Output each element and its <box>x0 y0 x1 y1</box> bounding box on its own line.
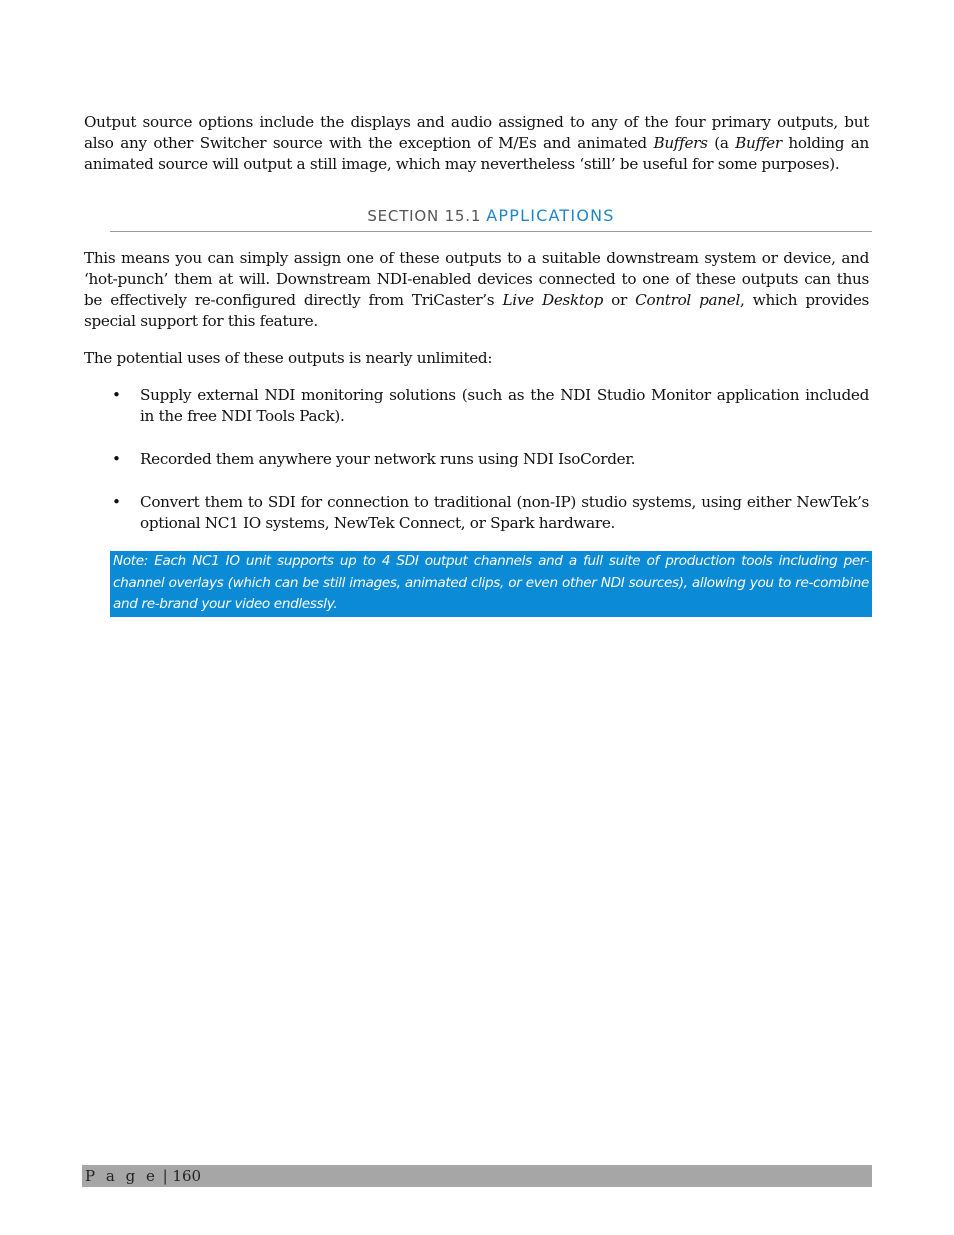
footer-separator: | <box>157 1167 173 1185</box>
applications-paragraph <box>84 248 869 332</box>
uses-intro-paragraph: The potential uses of these outputs is nearly unlimited: <box>84 349 493 367</box>
intro-paragraph <box>84 112 869 175</box>
intro-text-1: Output source options include the displays and audio assigned to any of the four primary outputs, but also any other Switcher source with the exception of M/Es and animated <box>84 113 869 152</box>
page-footer <box>82 1165 872 1187</box>
bullet-icon: • <box>112 493 121 511</box>
applications-emphasis-control-panel: Control panel <box>635 291 741 309</box>
section-heading <box>110 206 872 232</box>
intro-emphasis-buffer: Buffer <box>735 134 782 152</box>
list-item <box>84 385 869 427</box>
list-item-text: Convert them to SDI for connection to traditional (non-IP) studio systems, using either NewTek’s optional NC1 IO systems, NewTek Connect, or Spark hardware. <box>140 493 869 532</box>
applications-text-2: or <box>603 291 636 309</box>
footer-page-label: P a g e <box>85 1167 158 1185</box>
applications-text-3: , which provides special support for this feature. <box>84 291 870 330</box>
section-title: APPLICATIONS <box>486 206 615 225</box>
intro-text-2: (a <box>707 134 736 152</box>
uses-bullet-list <box>84 385 869 534</box>
intro-emphasis-buffers: Buffers <box>653 134 708 152</box>
applications-emphasis-live-desktop: Live Desktop <box>502 291 603 309</box>
list-item-text: Recorded them anywhere your network runs using NDI IsoCorder. <box>140 450 636 468</box>
applications-text-1: This means you can simply assign one of these outputs to a suitable downstream system or device, and ‘hot-punch’ them at will. Downstream NDI-enabled devices connected to one of these outputs can thus be effectively re-configured directly from TriCaster’s <box>84 249 869 309</box>
bullet-icon: • <box>112 386 121 404</box>
section-number: SECTION 15.1 <box>367 207 482 225</box>
list-item-text: Supply external NDI monitoring solutions (such as the NDI Studio Monitor application included in the free NDI Tools Pack). <box>140 386 869 425</box>
bullet-icon: • <box>112 450 121 468</box>
list-item <box>84 449 869 470</box>
intro-text-3: holding an animated source will output a still image, which may nevertheless ‘still’ be useful for some purposes). <box>84 134 870 173</box>
footer-page-number: 160 <box>172 1167 202 1185</box>
list-item <box>84 492 869 534</box>
note-callout: Note: Each NC1 IO unit supports up to 4 SDI output channels and a full suite of production tools including per-channel overlays (which can be still images, animated clips, or even other NDI sources), allowing you to re-combine and re-brand your video endlessly. <box>110 551 872 617</box>
